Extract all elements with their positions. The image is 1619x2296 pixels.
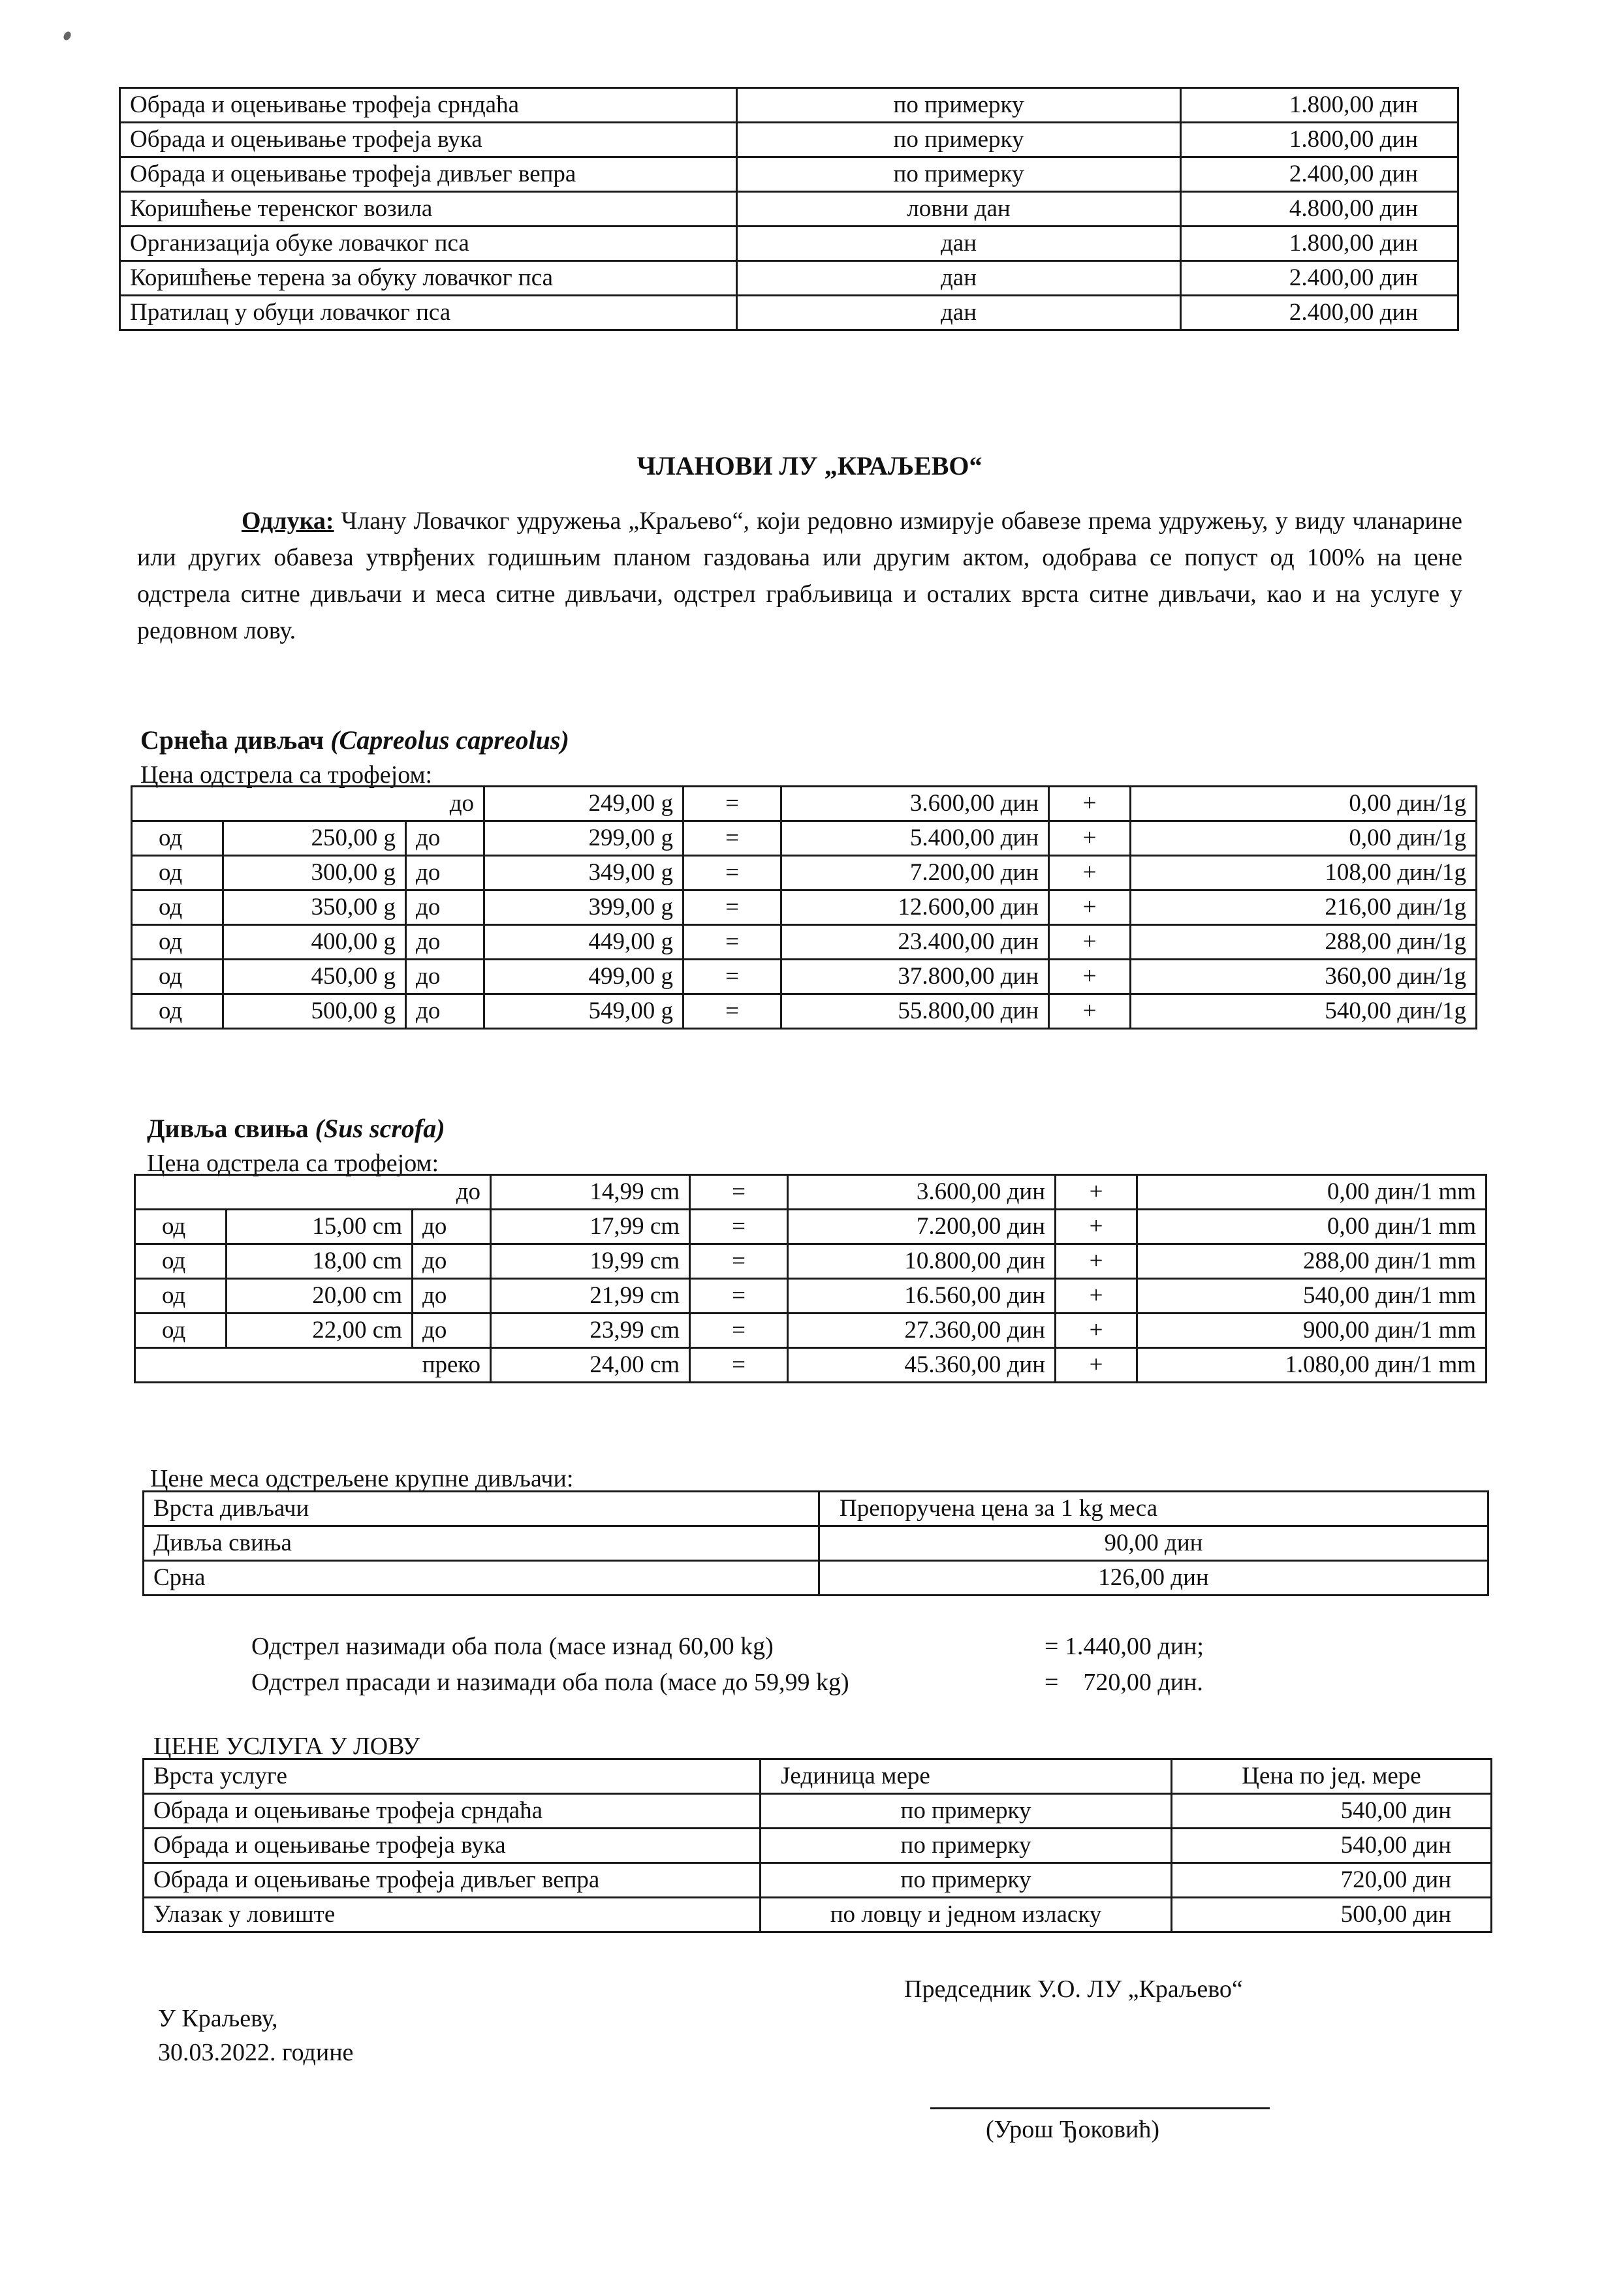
price-cell: 1.800,00 дин xyxy=(1181,123,1458,157)
range-row xyxy=(132,960,1477,994)
from-value-cell: 500,00 g xyxy=(223,994,406,1029)
service-cell: Коришћење теренског возила xyxy=(120,192,737,227)
meat-row xyxy=(144,1561,1488,1596)
to-value-cell: 19,99 cm xyxy=(491,1244,690,1279)
footer-place: У Краљеву, xyxy=(158,2005,278,2032)
range-row xyxy=(135,1348,1486,1383)
equals-cell: = xyxy=(690,1279,788,1313)
services-title: ЦЕНЕ УСЛУГА У ЛОВУ xyxy=(153,1733,420,1760)
price-cell: 2.400,00 дин xyxy=(1181,261,1458,296)
price-cell: 1.800,00 дин xyxy=(1181,227,1458,261)
price-cell: 540,00 дин xyxy=(1172,1794,1492,1829)
decision-label: Одлука: xyxy=(242,507,334,535)
to-label-cell: до xyxy=(406,960,484,994)
equals-cell: = xyxy=(690,1175,788,1210)
to-label-cell: до xyxy=(135,1175,491,1210)
wild-boar-title: Дивља свиња xyxy=(147,1114,309,1143)
to-label-cell: до xyxy=(413,1210,491,1244)
price-cell: 27.360,00 дин xyxy=(788,1313,1056,1348)
to-label-cell: до xyxy=(406,925,484,960)
top-table-row xyxy=(120,296,1458,330)
meat-header-row xyxy=(144,1492,1488,1526)
unit-cell: по примерку xyxy=(761,1863,1172,1898)
equals-cell: = xyxy=(684,994,781,1029)
to-value-cell: 499,00 g xyxy=(484,960,684,994)
unit-cell: по примерку xyxy=(761,1794,1172,1829)
top-services-table xyxy=(119,87,1459,331)
services-header-price: Цена по јед. мере xyxy=(1172,1759,1492,1794)
price-cell: 500,00 дин xyxy=(1172,1898,1492,1932)
price-cell: 540,00 дин xyxy=(1172,1829,1492,1863)
services-table xyxy=(142,1758,1492,1933)
plus-cell: + xyxy=(1049,821,1131,856)
from-value-cell: 250,00 g xyxy=(223,821,406,856)
plus-cell: + xyxy=(1049,925,1131,960)
decision-text: Члану Ловачког удружења „Краљево“, који редовно измирује обавезе према удружењу, у виду чланарине или других обавеза утврђених годишњим планом газдовања или другим актом, одобрава се попуст од 100% на цене одстрела ситне дивљачи и меса ситне дивљачи, одстрел грабљивица и осталих врста ситне дивљачи, као и на услуге у редовном лову. xyxy=(137,507,1463,644)
to-label-cell: до xyxy=(413,1313,491,1348)
price-cell: 3.600,00 дин xyxy=(781,787,1049,821)
range-row xyxy=(132,821,1477,856)
meat-header-species: Врста дивљачи xyxy=(144,1492,819,1526)
roe-deer-title: Срнећа дивљач xyxy=(140,725,324,755)
to-label-cell: преко xyxy=(135,1348,491,1383)
president-name: (Урош Ђоковић) xyxy=(986,2116,1160,2143)
meat-price-cell: 90,00 дин xyxy=(819,1526,1488,1561)
service-cell: Обрада и оцењивање трофеја срндаћа xyxy=(120,88,737,123)
price-cell: 10.800,00 дин xyxy=(788,1244,1056,1279)
extra-cell: 900,00 дин/1 mm xyxy=(1137,1313,1486,1348)
extra-cell: 0,00 дин/1g xyxy=(1131,787,1477,821)
extra-cell: 288,00 дин/1 mm xyxy=(1137,1244,1486,1279)
price-cell: 37.800,00 дин xyxy=(781,960,1049,994)
to-value-cell: 449,00 g xyxy=(484,925,684,960)
price-cell: 2.400,00 дин xyxy=(1181,296,1458,330)
equals-cell: = xyxy=(690,1244,788,1279)
culling-line-1 xyxy=(251,1632,1270,1661)
price-cell: 12.600,00 дин xyxy=(781,890,1049,925)
unit-cell: по примерку xyxy=(737,88,1181,123)
service-cell: Обрада и оцењивање трофеја вука xyxy=(120,123,737,157)
extra-cell: 1.080,00 дин/1 mm xyxy=(1137,1348,1486,1383)
service-cell: Обрада и оцењивање трофеја вука xyxy=(144,1829,761,1863)
price-cell: 45.360,00 дин xyxy=(788,1348,1056,1383)
unit-cell: по примерку xyxy=(737,123,1181,157)
extra-cell: 288,00 дин/1g xyxy=(1131,925,1477,960)
culling-line-2 xyxy=(251,1668,1270,1697)
culling-text-1: Одстрел назимади оба пола (масе изнад 60,00 kg) xyxy=(251,1633,774,1660)
roe-deer-latin: (Capreolus capreolus) xyxy=(330,725,569,755)
price-cell: 23.400,00 дин xyxy=(781,925,1049,960)
to-label-cell: до xyxy=(406,994,484,1029)
services-header-row xyxy=(144,1759,1492,1794)
top-table-row xyxy=(120,192,1458,227)
scan-speck xyxy=(62,30,72,41)
extra-cell: 216,00 дин/1g xyxy=(1131,890,1477,925)
equals-cell: = xyxy=(684,821,781,856)
unit-cell: ловни дан xyxy=(737,192,1181,227)
price-cell: 7.200,00 дин xyxy=(781,856,1049,890)
to-value-cell: 23,99 cm xyxy=(491,1313,690,1348)
plus-cell: + xyxy=(1056,1313,1137,1348)
plus-cell: + xyxy=(1049,787,1131,821)
to-label-cell: до xyxy=(132,787,484,821)
extra-cell: 0,00 дин/1 mm xyxy=(1137,1210,1486,1244)
price-cell: 2.400,00 дин xyxy=(1181,157,1458,192)
to-value-cell: 399,00 g xyxy=(484,890,684,925)
extra-cell: 360,00 дин/1g xyxy=(1131,960,1477,994)
plus-cell: + xyxy=(1056,1244,1137,1279)
from-label-cell: од xyxy=(132,890,223,925)
range-row xyxy=(135,1244,1486,1279)
services-row xyxy=(144,1863,1492,1898)
unit-cell: по примерку xyxy=(761,1829,1172,1863)
from-value-cell: 15,00 cm xyxy=(227,1210,413,1244)
equals-cell: = xyxy=(690,1313,788,1348)
from-label-cell: од xyxy=(132,856,223,890)
plus-cell: + xyxy=(1049,890,1131,925)
range-row xyxy=(135,1175,1486,1210)
service-cell: Обрада и оцењивање трофеја дивљег вепра xyxy=(144,1863,761,1898)
services-row xyxy=(144,1794,1492,1829)
service-cell: Пратилац у обуци ловачког пса xyxy=(120,296,737,330)
top-table-row xyxy=(120,88,1458,123)
equals-cell: = xyxy=(684,890,781,925)
price-cell: 5.400,00 дин xyxy=(781,821,1049,856)
from-label-cell: од xyxy=(132,960,223,994)
from-value-cell: 450,00 g xyxy=(223,960,406,994)
price-cell: 16.560,00 дин xyxy=(788,1279,1056,1313)
wild-boar-heading xyxy=(147,1113,445,1144)
top-table-row xyxy=(120,261,1458,296)
plus-cell: + xyxy=(1056,1279,1137,1313)
top-table-row xyxy=(120,157,1458,192)
to-value-cell: 249,00 g xyxy=(484,787,684,821)
roe-deer-table xyxy=(131,785,1477,1030)
price-cell: 55.800,00 дин xyxy=(781,994,1049,1029)
top-table-row xyxy=(120,227,1458,261)
signature-line xyxy=(930,2107,1270,2109)
wild-boar-subtitle: Цена одстрела са трофејом: xyxy=(147,1150,439,1177)
to-value-cell: 24,00 cm xyxy=(491,1348,690,1383)
meat-row xyxy=(144,1526,1488,1561)
plus-cell: + xyxy=(1049,994,1131,1029)
culling-text-2: Одстрел прасади и назимади оба пола (масе до 59,99 kg) xyxy=(251,1669,849,1696)
to-value-cell: 299,00 g xyxy=(484,821,684,856)
wild-boar-table xyxy=(134,1174,1487,1383)
from-label-cell: од xyxy=(135,1244,227,1279)
extra-cell: 540,00 дин/1 mm xyxy=(1137,1279,1486,1313)
service-cell: Обрада и оцењивање трофеја дивљег вепра xyxy=(120,157,737,192)
meat-title: Цене меса одстрељене крупне дивљачи: xyxy=(150,1465,574,1492)
service-cell: Обрада и оцењивање трофеја срндаћа xyxy=(144,1794,761,1829)
roe-deer-heading xyxy=(140,725,569,755)
species-cell: Срна xyxy=(144,1561,819,1596)
extra-cell: 0,00 дин/1 mm xyxy=(1137,1175,1486,1210)
extra-cell: 540,00 дин/1g xyxy=(1131,994,1477,1029)
equals-cell: = xyxy=(684,960,781,994)
unit-cell: дан xyxy=(737,227,1181,261)
to-value-cell: 549,00 g xyxy=(484,994,684,1029)
to-label-cell: до xyxy=(406,856,484,890)
from-value-cell: 300,00 g xyxy=(223,856,406,890)
unit-cell: по примерку xyxy=(737,157,1181,192)
from-label-cell: од xyxy=(132,994,223,1029)
top-table-row xyxy=(120,123,1458,157)
services-row xyxy=(144,1829,1492,1863)
culling-price-2: = 720,00 дин. xyxy=(1045,1669,1203,1696)
culling-price-1: = 1.440,00 дин; xyxy=(1045,1633,1204,1660)
to-value-cell: 21,99 cm xyxy=(491,1279,690,1313)
services-header-unit: Јединица мере xyxy=(761,1759,1172,1794)
service-cell: Организација обуке ловачког пса xyxy=(120,227,737,261)
equals-cell: = xyxy=(690,1210,788,1244)
range-row xyxy=(132,890,1477,925)
range-row xyxy=(132,787,1477,821)
plus-cell: + xyxy=(1056,1210,1137,1244)
to-value-cell: 349,00 g xyxy=(484,856,684,890)
meat-price-cell: 126,00 дин xyxy=(819,1561,1488,1596)
service-cell: Улазак у ловиште xyxy=(144,1898,761,1932)
services-header-service: Врста услуге xyxy=(144,1759,761,1794)
equals-cell: = xyxy=(690,1348,788,1383)
range-row xyxy=(132,856,1477,890)
to-label-cell: до xyxy=(406,890,484,925)
from-label-cell: од xyxy=(135,1279,227,1313)
price-cell: 4.800,00 дин xyxy=(1181,192,1458,227)
extra-cell: 108,00 дин/1g xyxy=(1131,856,1477,890)
price-cell: 720,00 дин xyxy=(1172,1863,1492,1898)
range-row xyxy=(135,1210,1486,1244)
meat-header-price: Препоручена цена за 1 kg меса xyxy=(819,1492,1488,1526)
from-label-cell: од xyxy=(132,821,223,856)
to-label-cell: до xyxy=(413,1244,491,1279)
unit-cell: по ловцу и једном изласку xyxy=(761,1898,1172,1932)
extra-cell: 0,00 дин/1g xyxy=(1131,821,1477,856)
equals-cell: = xyxy=(684,925,781,960)
price-cell: 7.200,00 дин xyxy=(788,1210,1056,1244)
from-value-cell: 20,00 cm xyxy=(227,1279,413,1313)
roe-deer-subtitle: Цена одстрела са трофејом: xyxy=(140,761,433,789)
price-cell: 3.600,00 дин xyxy=(788,1175,1056,1210)
range-row xyxy=(132,994,1477,1029)
plus-cell: + xyxy=(1049,856,1131,890)
from-value-cell: 400,00 g xyxy=(223,925,406,960)
from-value-cell: 18,00 cm xyxy=(227,1244,413,1279)
range-row xyxy=(135,1313,1486,1348)
to-value-cell: 14,99 cm xyxy=(491,1175,690,1210)
plus-cell: + xyxy=(1049,960,1131,994)
unit-cell: дан xyxy=(737,261,1181,296)
wild-boar-latin: (Sus scrofa) xyxy=(315,1114,445,1143)
range-row xyxy=(135,1279,1486,1313)
meat-table xyxy=(142,1490,1489,1596)
service-cell: Коришћење терена за обуку ловачког пса xyxy=(120,261,737,296)
members-decision xyxy=(137,503,1462,649)
from-label-cell: од xyxy=(132,925,223,960)
to-value-cell: 17,99 cm xyxy=(491,1210,690,1244)
price-cell: 1.800,00 дин xyxy=(1181,88,1458,123)
from-label-cell: од xyxy=(135,1313,227,1348)
equals-cell: = xyxy=(684,856,781,890)
from-value-cell: 22,00 cm xyxy=(227,1313,413,1348)
unit-cell: дан xyxy=(737,296,1181,330)
services-row xyxy=(144,1898,1492,1932)
footer-date: 30.03.2022. године xyxy=(158,2039,354,2066)
from-label-cell: од xyxy=(135,1210,227,1244)
plus-cell: + xyxy=(1056,1175,1137,1210)
from-value-cell: 350,00 g xyxy=(223,890,406,925)
to-label-cell: до xyxy=(406,821,484,856)
members-title: ЧЛАНОВИ ЛУ „КРАЉЕВО“ xyxy=(637,451,982,480)
equals-cell: = xyxy=(684,787,781,821)
to-label-cell: до xyxy=(413,1279,491,1313)
president-title: Председник У.О. ЛУ „Краљево“ xyxy=(904,1975,1243,2003)
plus-cell: + xyxy=(1056,1348,1137,1383)
range-row xyxy=(132,925,1477,960)
species-cell: Дивља свиња xyxy=(144,1526,819,1561)
